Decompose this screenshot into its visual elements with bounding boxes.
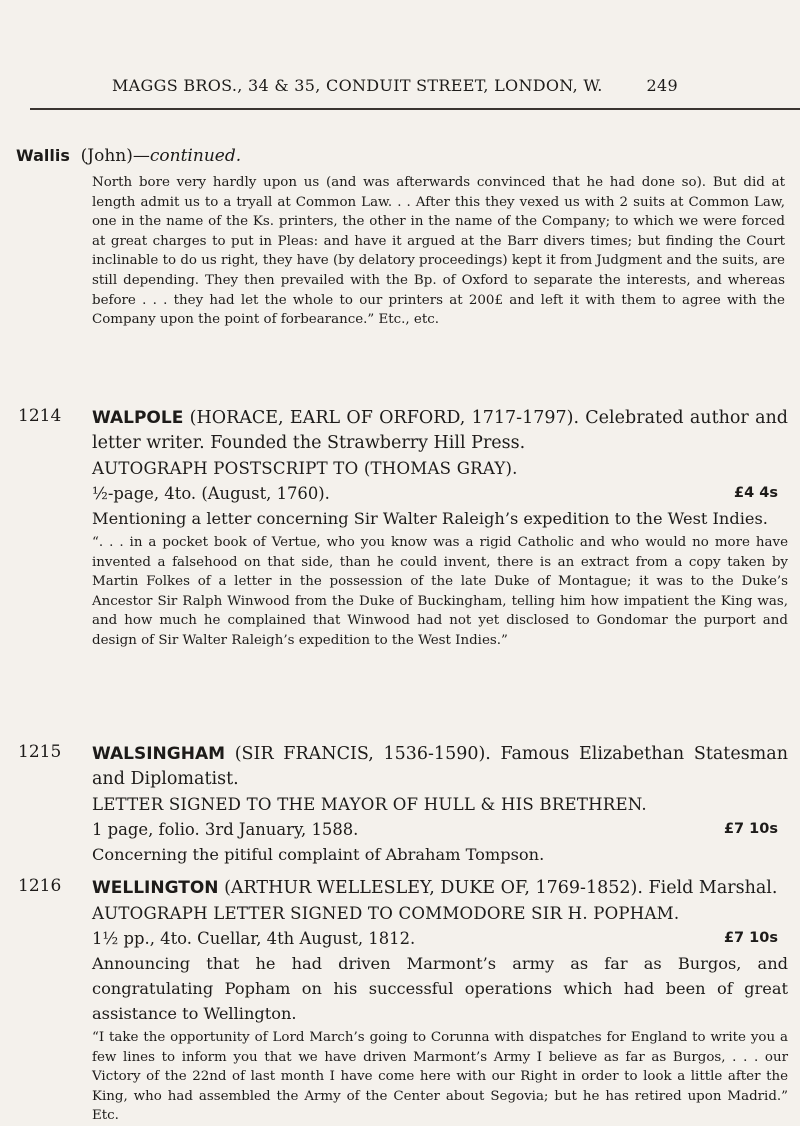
lot-heading <box>92 876 788 901</box>
item-description <box>92 481 788 506</box>
running-head-text: MAGGS BROS., 34 & 35, CONDUIT STREET, LONDON, W. <box>112 76 603 95</box>
item-title: AUTOGRAPH POSTSCRIPT TO (THOMAS GRAY). <box>92 459 518 478</box>
item-note: Mentioning a letter concerning Sir Walter Raleigh’s expedition to the West Indies. <box>92 509 768 528</box>
item-note: Announcing that he had driven Marmont’s army as far as Burgos, and congratulating Popham on his successful operations which had been of great assistance to Wellington. <box>92 954 788 1023</box>
continued-author: Wallis <box>16 146 70 165</box>
running-head <box>112 76 678 95</box>
wallis-quote: North bore very hardly upon us (and was afterwards convinced that he had done so). But did at length admit us to a tryall at Common Law. . . After this they vexed us with 2 suits at Common Law, one in the name of the Ks. printers, the other in the name of the Company; to which we were forced at great charges to put in Pleas: and have it argued at the Barr divers times; but finding the Court inclinable to do us right, they have (by delatory proceedings) kept it from Judgment and the suits, are still depending. They then prevailed with the Bp. of Oxford to separate the interests, and whereas before . . . they had let the whole to our printers at 200£ and left it with them to agree with the Company upon the point of forbearance.” Etc., etc. <box>92 175 785 328</box>
lot-heading-rest: (SIR FRANCIS, 1536-1590). Famous Elizabethan Statesman and Diplomatist. <box>92 744 788 789</box>
description-text: ½-page, 4to. (August, 1760). <box>92 484 330 503</box>
item-description <box>92 817 788 842</box>
item-title: LETTER SIGNED TO THE MAYOR OF HULL & HIS BRETHREN. <box>92 795 647 814</box>
lot-number: 1216 <box>18 876 62 896</box>
item-note: Concerning the pitiful complaint of Abraham Tompson. <box>92 845 545 864</box>
description-text: 1½ pp., 4to. Cuellar, 4th August, 1812. <box>92 929 416 948</box>
lot-entry-1215 <box>18 742 788 867</box>
lot-heading-rest: (HORACE, EARL OF ORFORD, 1717-1797). Celebrated author and letter writer. Founded the Strawberry Hill Press. <box>92 408 788 453</box>
header-rule <box>30 108 800 110</box>
price: £4 4s <box>734 485 778 501</box>
lot-number: 1215 <box>18 742 62 762</box>
lot-entry-1214 <box>18 406 788 651</box>
price: £7 10s <box>723 821 778 837</box>
price: £7 10s <box>723 930 778 946</box>
continued-label: continued. <box>149 146 242 166</box>
description-text: 1 page, folio. 3rd January, 1588. <box>92 820 359 839</box>
item-description <box>92 926 788 951</box>
item-quote: “. . . in a pocket book of Vertue, who you know was a rigid Catholic and who would no more have invented a falsehood on that side, than he could invent, there is an extract from a copy taken by Martin Folkes of a letter in the possession of the late Duke of Montague; it was to the Duke’s Ancestor Sir Ralph Winwood from the Duke of Buckingham, telling him how impatient the King was, and how much he complained that Winwood had not yet disclosed to Gondomar the purport and design of Sir Walter Raleigh’s expedition to the West Indies.” <box>92 535 788 648</box>
lot-heading <box>92 406 788 456</box>
lot-heading-rest: (ARTHUR WELLESLEY, DUKE OF, 1769-1852). Field Marshal. <box>224 878 778 898</box>
lot-name: WALPOLE <box>92 408 184 428</box>
item-quote: “I take the opportunity of Lord March’s going to Corunna with dispatches for England to write you a few lines to inform you that we have driven Marmont’s Army I believe as far as Burgos, . . . our Victory of the 22nd of last month I have come here with our Right in order to look a little after the King, who had assembled the Army of the Center about Segovia; but he has retired upon Madrid.” Etc. <box>92 1030 788 1124</box>
lot-heading <box>92 742 788 792</box>
lot-name: WELLINGTON <box>92 878 219 898</box>
lot-name: WALSINGHAM <box>92 744 226 764</box>
lot-entry-1216 <box>18 876 788 1126</box>
continued-name: (John)— <box>80 146 150 166</box>
page-number: 249 <box>646 76 678 95</box>
lot-number: 1214 <box>18 406 62 426</box>
continued-heading <box>16 146 241 166</box>
item-title: AUTOGRAPH LETTER SIGNED TO COMMODORE SIR H. POPHAM. <box>92 904 680 923</box>
